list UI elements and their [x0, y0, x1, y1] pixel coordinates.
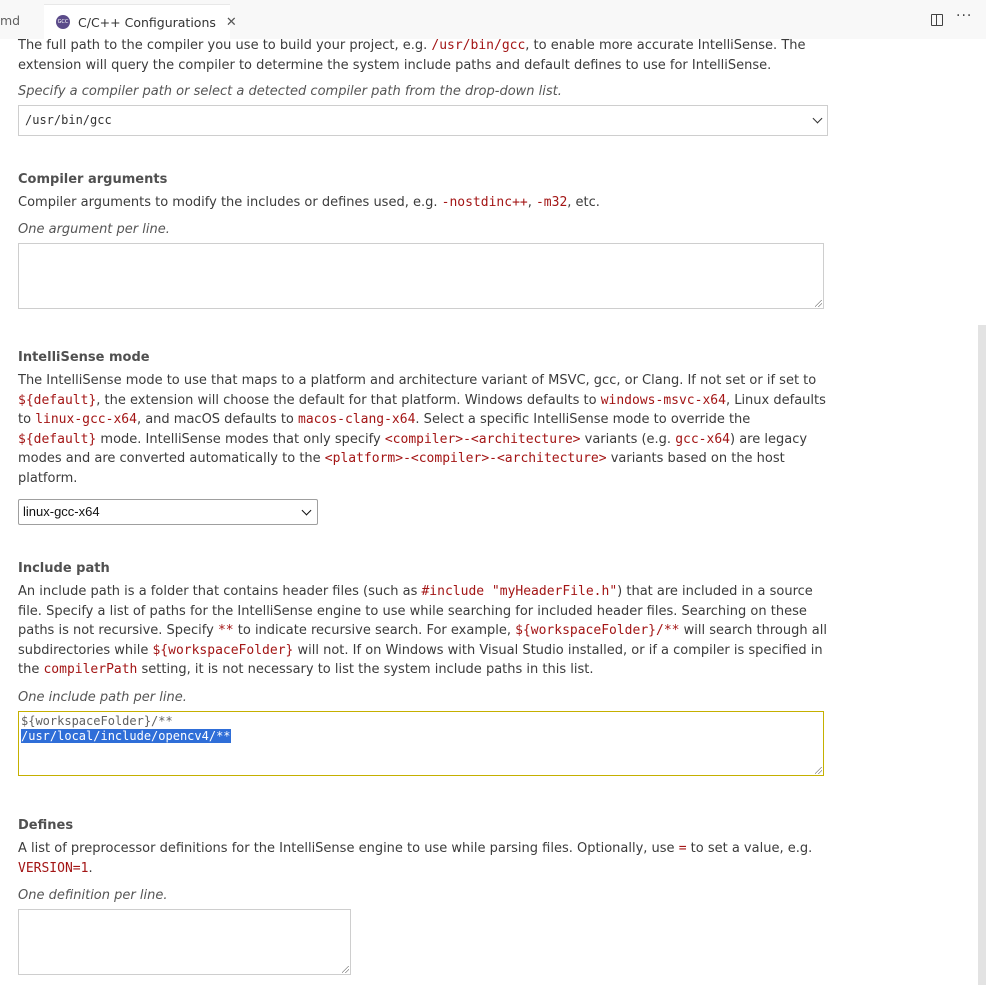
compiler-path-hint: Specify a compiler path or select a detected compiler path from the drop-down list. — [18, 84, 562, 99]
resize-grip-icon[interactable] — [815, 767, 822, 774]
editor-tab-bar — [0, 0, 986, 39]
close-icon[interactable]: ✕ — [225, 14, 237, 30]
chevron-down-icon — [302, 506, 312, 516]
include-path-textarea[interactable] — [18, 711, 824, 776]
compiler-path-description: The full path to the compiler you use to build your project, e.g. /usr/bin/gcc, to enable more accurate IntelliSense. The extension will query the compiler to determine the system include paths and default defines to use for IntelliSense. — [18, 38, 806, 73]
split-editor-icon[interactable] — [931, 14, 943, 26]
include-path-description: An include path is a folder that contains header files (such as #include "myHeaderFile.h") that are included in a source file. Specify a list of paths for the IntelliSense engine to use while searching for included header files. Searching on these paths is not recursive. Specify ** to indicate recursive search. For example, ${workspaceFolder}/** will search through all subdirectories while ${workspaceFolder} will not. If on Windows with Visual Studio installed, or if a compiler is specified in the compilerPath setting, it is not necessary to list the system include paths in this list. — [18, 584, 827, 678]
defines-description: A list of preprocessor definitions for the IntelliSense engine to use while parsing files. Optionally, use = to set a value, e.g. VERSION=1. — [18, 841, 813, 876]
compiler-path-value: /usr/bin/gcc — [25, 113, 112, 127]
tab-label: C/C++ Configurations — [78, 14, 216, 30]
include-path-line-1: ${workspaceFolder}/** — [21, 714, 173, 728]
include-path-hint: One include path per line. — [18, 690, 187, 705]
resize-grip-icon[interactable] — [815, 300, 822, 307]
tab-previous[interactable]: md — [0, 13, 21, 28]
include-path-line-2: /usr/local/include/opencv4/** — [21, 729, 231, 743]
resize-grip-icon[interactable] — [342, 966, 349, 973]
gcc-icon — [56, 15, 70, 29]
more-actions-icon[interactable]: ··· — [956, 8, 973, 24]
intellisense-mode-value: linux-gcc-x64 — [23, 504, 100, 519]
vertical-scrollbar[interactable] — [978, 325, 986, 985]
compiler-args-description: Compiler arguments to modify the includes or defines used, e.g. -nostdinc++, -m32, etc. — [18, 195, 600, 210]
defines-hint: One definition per line. — [18, 888, 168, 903]
defines-title: Defines — [18, 818, 74, 833]
include-path-title: Include path — [18, 561, 110, 576]
defines-textarea[interactable] — [18, 909, 351, 975]
compiler-args-hint: One argument per line. — [18, 222, 170, 237]
gcc-icon-text: GCC — [57, 19, 69, 25]
compiler-args-title: Compiler arguments — [18, 172, 168, 187]
intellisense-mode-description: The IntelliSense mode to use that maps to a platform and architecture variant of MSVC, gcc, or Clang. If not set or if set to ${default}, the extension will choose the default for that platform. Windows defaults to windows-msvc-x64, Linux defaults to linux-gcc-x64, and macOS defaults to macos-clang-x64. Select a specific IntelliSense mode to override the ${default} mode. IntelliSense modes that only specify <compiler>-<architecture> variants (e.g. gcc-x64) are legacy modes and are converted automatically to the <platform>-<compiler>-<architecture> variants based on the host platform. — [18, 373, 826, 486]
chevron-down-icon — [813, 114, 823, 124]
tab-cpp-configurations[interactable] — [44, 4, 237, 39]
compiler-path-select[interactable] — [18, 105, 828, 136]
intellisense-mode-title: IntelliSense mode — [18, 350, 150, 365]
compiler-args-textarea[interactable] — [18, 243, 824, 309]
intellisense-mode-select[interactable] — [18, 499, 318, 525]
